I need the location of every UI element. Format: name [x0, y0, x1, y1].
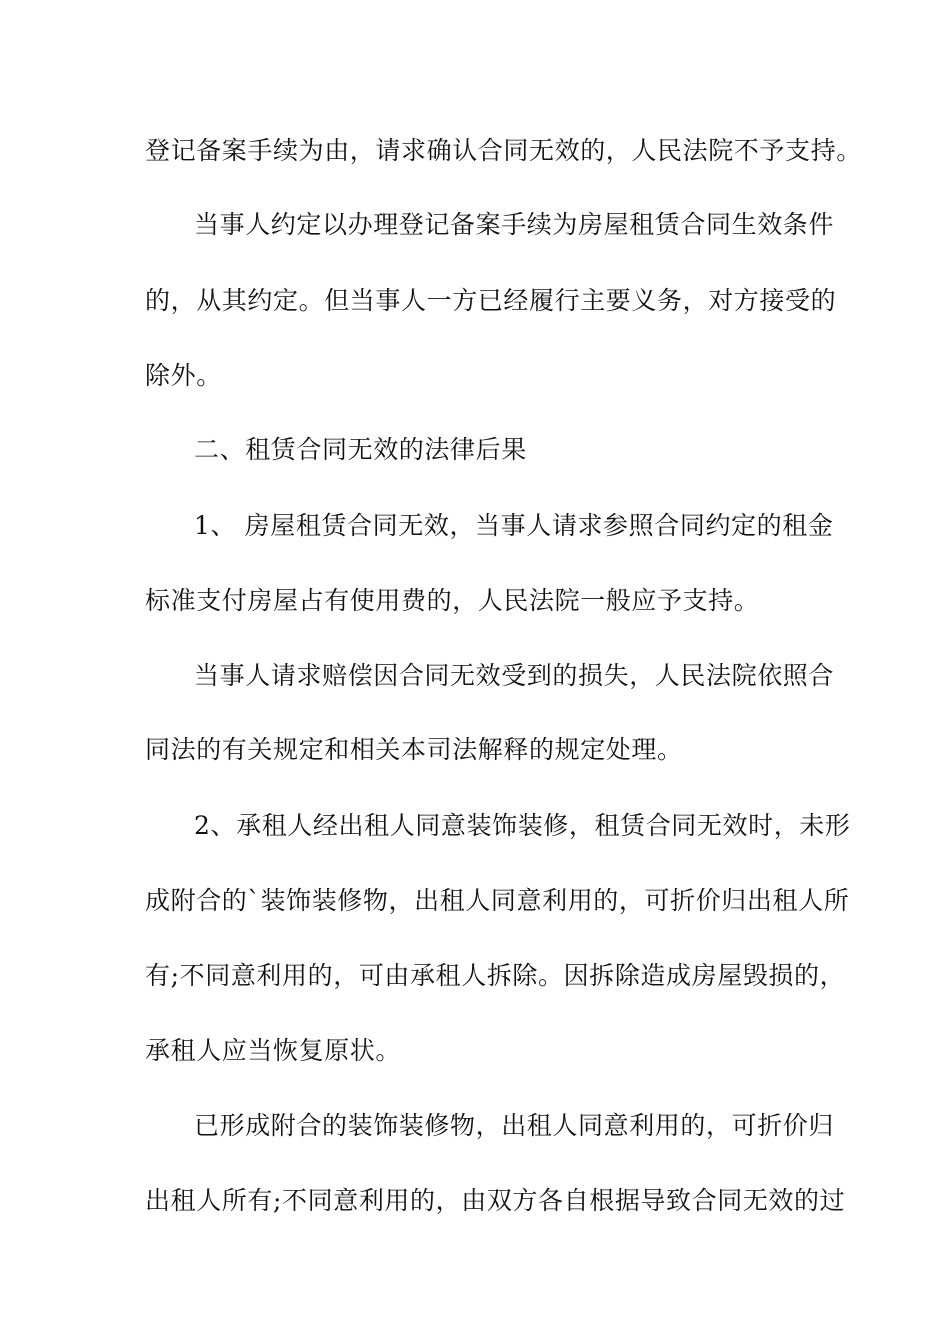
text-line: 登记备案手续为由，请求确认合同无效的，人民法院不予支持。	[145, 136, 862, 165]
text-line: 1、 房屋租赁合同无效，当事人请求参照合同约定的租金	[194, 511, 834, 540]
text-line: 当事人约定以办理登记备案手续为房屋租赁合同生效条件	[194, 210, 835, 239]
text-line: 当事人请求赔偿因合同无效受到的损失，人民法院依照合	[194, 661, 835, 690]
text-line: 除外。	[145, 361, 222, 390]
text-line: 已形成附合的装饰装修物，出租人同意利用的，可折价归	[194, 1111, 835, 1140]
text-line: 同法的有关规定和相关本司法解释的规定处理。	[145, 735, 683, 764]
text-line: 标准支付房屋占有使用费的，人民法院一般应予支持。	[145, 586, 760, 615]
text-line: 成附合的`装饰装修物，出租人同意利用的，可折价归出租人所	[145, 886, 850, 915]
text-line: 2、承租人经出租人同意装饰装修，租赁合同无效时，未形	[194, 811, 851, 840]
text-line: 有;不同意利用的，可由承租人拆除。因拆除造成房屋毁损的，	[145, 961, 846, 990]
text-line: 承租人应当恢复原状。	[145, 1036, 402, 1065]
text-line: 的，从其约定。但当事人一方已经履行主要义务，对方接受的	[145, 286, 837, 315]
text-line: 出租人所有;不同意利用的，由双方各自根据导致合同无效的过	[145, 1186, 846, 1215]
section-heading: 二、租赁合同无效的法律后果	[194, 435, 527, 464]
